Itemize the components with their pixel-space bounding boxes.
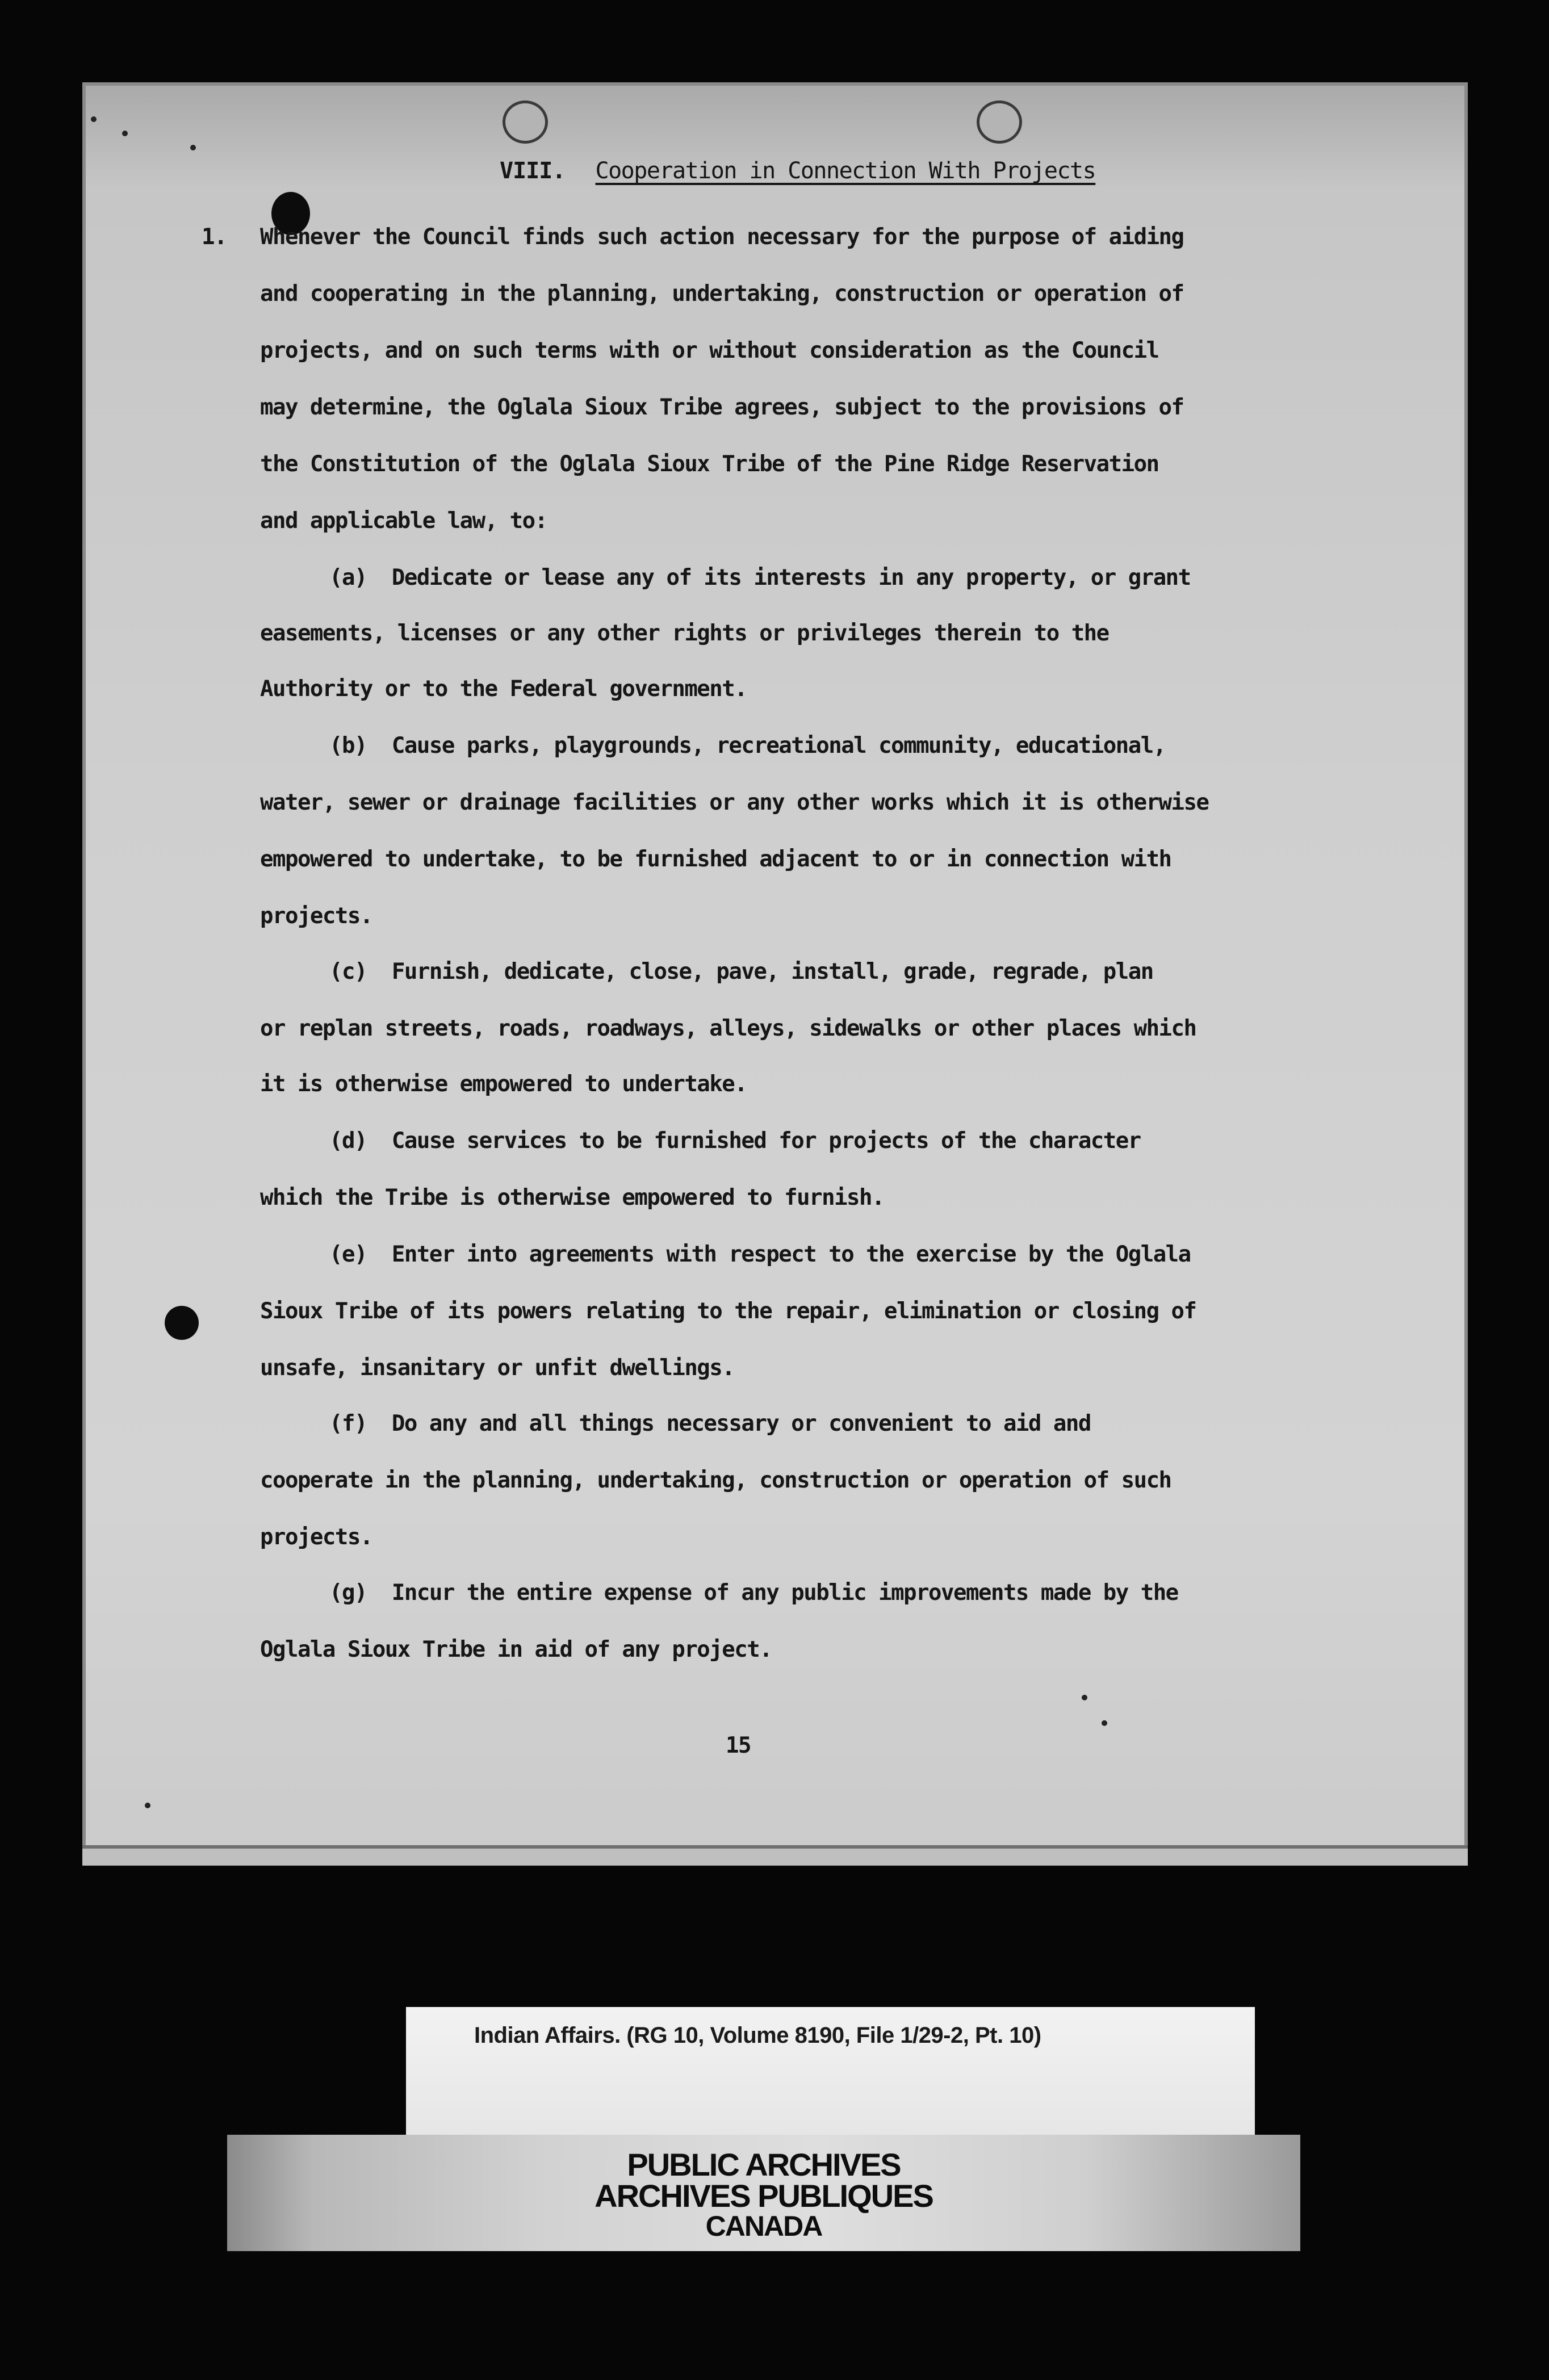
subitem-label: (f) <box>329 1411 367 1436</box>
subitem-line: unsafe, insanitary or unfit dwellings. <box>260 1355 735 1381</box>
paragraph-line: projects, and on such terms with or without consideration as the Council <box>260 338 1159 363</box>
subitem-g <box>329 1580 1178 1606</box>
page-bottom-edge <box>82 1845 1468 1866</box>
page-number: 15 <box>726 1733 751 1758</box>
speck <box>190 145 196 150</box>
subitem-text: Cause services to be furnished for projects of the character <box>391 1128 1141 1154</box>
subitem-line: projects. <box>260 1524 372 1550</box>
speck <box>91 116 97 122</box>
punch-hole-right <box>977 100 1022 144</box>
subitem-label: (a) <box>329 565 367 590</box>
speck <box>1082 1695 1087 1700</box>
section-heading <box>500 158 1095 184</box>
subitem-d <box>329 1128 1141 1154</box>
paragraph-line: and applicable law, to: <box>260 508 547 534</box>
paragraph-line: and cooperating in the planning, undertaking, construction or operation of <box>260 281 1184 307</box>
subitem-c <box>329 959 1153 984</box>
subitem-text: Enter into agreements with respect to the exercise by the Oglala <box>391 1242 1191 1267</box>
subitem-line: or replan streets, roads, roadways, alleys, sidewalks or other places which <box>260 1016 1196 1041</box>
subitem-line: cooperate in the planning, undertaking, construction or operation of such <box>260 1468 1171 1493</box>
section-number: VIII. <box>500 158 566 184</box>
archive-stamp <box>227 2135 1300 2251</box>
paragraph-line: Whenever the Council finds such action necessary for the purpose of aiding <box>260 224 1184 250</box>
reference-label <box>406 2007 1255 2135</box>
subitem-label: (b) <box>329 733 367 759</box>
subitem-line: it is otherwise empowered to undertake. <box>260 1071 747 1097</box>
subitem-line: Authority or to the Federal government. <box>260 676 747 702</box>
subitem-text: Incur the entire expense of any public improvements made by the <box>391 1580 1178 1606</box>
subitem-text: Do any and all things necessary or convenient to aid and <box>391 1411 1091 1436</box>
paragraph-line: may determine, the Oglala Sioux Tribe agrees, subject to the provisions of <box>260 395 1184 420</box>
item-number: 1. <box>202 224 227 250</box>
speck <box>1102 1720 1107 1726</box>
speck <box>122 131 128 136</box>
subitem-label: (e) <box>329 1242 367 1267</box>
stamp-line-3: CANADA <box>705 2210 822 2242</box>
subitem-text: Dedicate or lease any of its interests in any property, or grant <box>391 565 1191 590</box>
section-title: Cooperation in Connection With Projects <box>595 158 1096 184</box>
subitem-line: which the Tribe is otherwise empowered to furnish. <box>260 1185 884 1210</box>
speck <box>145 1803 150 1808</box>
subitem-line: easements, licenses or any other rights or privileges therein to the <box>260 621 1109 646</box>
reference-text: Indian Affairs. (RG 10, Volume 8190, File 1/29-2, Pt. 10) <box>474 2023 1041 2048</box>
subitem-b <box>329 733 1166 759</box>
paragraph-line: the Constitution of the Oglala Sioux Tribe of the Pine Ridge Reservation <box>260 451 1159 477</box>
subitem-text: Cause parks, playgrounds, recreational community, educational, <box>391 733 1166 759</box>
subitem-e <box>329 1242 1191 1267</box>
stamp-line-2: ARCHIVES PUBLIQUES <box>595 2178 933 2214</box>
subitem-line: Sioux Tribe of its powers relating to the repair, elimination or closing of <box>260 1298 1196 1324</box>
ink-blot <box>165 1306 199 1340</box>
subitem-line: Oglala Sioux Tribe in aid of any project. <box>260 1637 772 1662</box>
subitem-line: projects. <box>260 903 372 929</box>
subitem-label: (g) <box>329 1580 367 1606</box>
subitem-line: empowered to undertake, to be furnished adjacent to or in connection with <box>260 847 1171 872</box>
punch-hole-left <box>503 100 548 144</box>
subitem-label: (c) <box>329 959 367 984</box>
stamp-line-1: PUBLIC ARCHIVES <box>627 2147 901 2182</box>
subitem-text: Furnish, dedicate, close, pave, install, grade, regrade, plan <box>391 959 1153 984</box>
subitem-f <box>329 1411 1091 1436</box>
subitem-label: (d) <box>329 1128 367 1154</box>
subitem-a <box>329 565 1191 590</box>
subitem-line: water, sewer or drainage facilities or any other works which it is otherwise <box>260 790 1209 815</box>
